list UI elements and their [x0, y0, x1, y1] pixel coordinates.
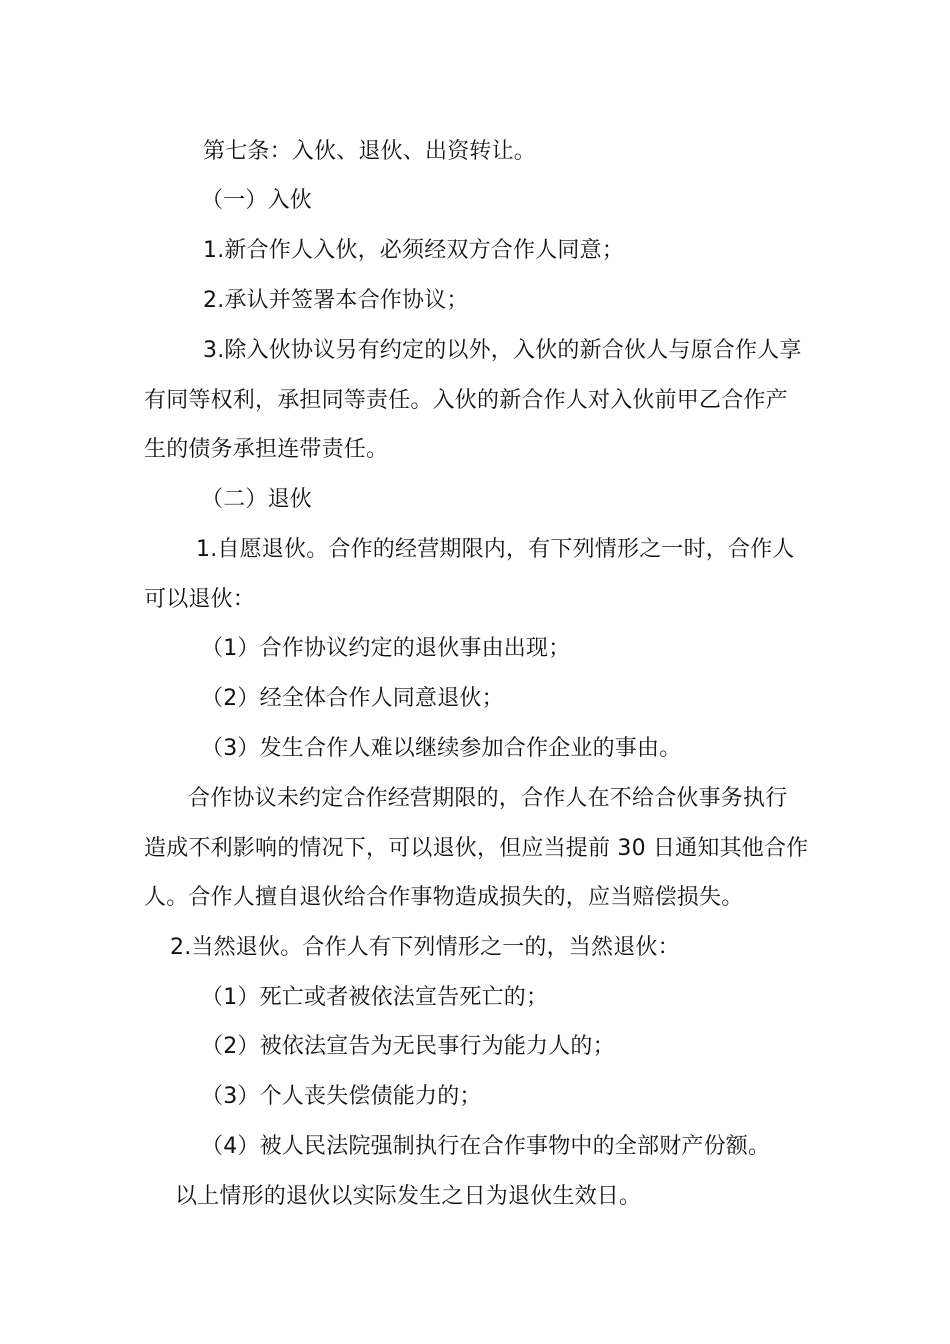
join-item-1: 1.新合作人入伙，必须经双方合作人同意；	[203, 238, 624, 263]
automatic-withdraw-intro: 2.当然退伙。合作人有下列情形之一的，当然退伙：	[170, 935, 680, 960]
voluntary-item-2: （2）经全体合作人同意退伙；	[201, 686, 504, 711]
automatic-item-2: （2）被依法宣告为无民事行为能力人的；	[201, 1034, 615, 1059]
effective-date-paragraph: 以上情形的退伙以实际发生之日为退伙生效日。	[175, 1184, 642, 1209]
no-term-paragraph-line-3: 人。合作人擅自退伙给合作事物造成损失的，应当赔偿损失。	[144, 885, 744, 910]
voluntary-item-3: （3）发生合作人难以继续参加合作企业的事由。	[201, 736, 682, 761]
no-term-paragraph-line-2: 造成不利影响的情况下，可以退伙，但应当提前 30 日通知其他合作	[144, 836, 809, 861]
join-item-3-line-3: 生的债务承担连带责任。	[144, 437, 389, 462]
automatic-item-4: （4）被人民法院强制执行在合作事物中的全部财产份额。	[201, 1134, 771, 1159]
section-heading-join: （一）入伙	[201, 188, 313, 213]
join-item-3-line-1: 3.除入伙协议另有约定的以外，入伙的新合伙人与原合作人享	[203, 338, 802, 363]
join-item-2: 2.承认并签署本合作协议；	[203, 288, 469, 313]
join-item-3-line-2: 有同等权利，承担同等责任。入伙的新合作人对入伙前甲乙合作产	[144, 388, 788, 413]
voluntary-withdraw-line-2: 可以退伙：	[144, 587, 256, 612]
automatic-item-1: （1）死亡或者被依法宣告死亡的；	[201, 985, 549, 1010]
voluntary-withdraw-line-1: 1.自愿退伙。合作的经营期限内，有下列情形之一时，合作人	[196, 537, 795, 562]
automatic-item-3: （3）个人丧失偿债能力的；	[201, 1084, 482, 1109]
no-term-paragraph-line-1: 合作协议未约定合作经营期限的，合作人在不给合伙事务执行	[188, 786, 788, 811]
voluntary-item-1: （1）合作协议约定的退伙事由出现；	[201, 636, 571, 661]
article-title: 第七条：入伙、退伙、出资转让。	[203, 139, 537, 164]
section-heading-withdraw: （二）退伙	[201, 487, 313, 512]
